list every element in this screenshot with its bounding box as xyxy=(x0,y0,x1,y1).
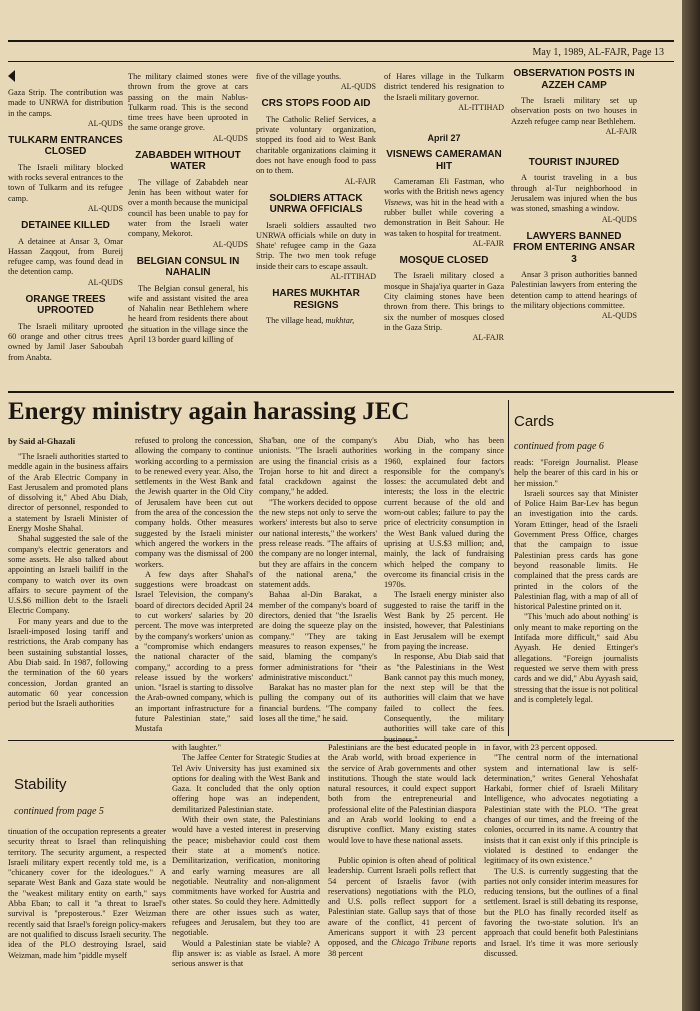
headline-tulkarm: TULKARM ENTRANCES CLOSED xyxy=(8,134,123,158)
paragraph: Shahal suggested the sale of the company's electric generators and some assets. He also talked about appointing an Israeli bailiff in the company to watch over its own affairs to secure payment of the U.S.$6 million debt to the Israeli Electric Company. xyxy=(8,534,128,616)
source-credit: AL-QUDS xyxy=(87,118,123,128)
stability-title: Stability xyxy=(14,776,67,793)
headline-crs: CRS STOPS FOOD AID xyxy=(261,98,371,110)
brief-text: five of the village youths. xyxy=(256,72,342,81)
main-headline: Energy ministry again harassing JEC xyxy=(8,398,410,425)
paragraph: "The central norm of the international system and international law is self-determination," writes General Yehoshafat Harkabi, former chief of Israeli Military Intelligence, who advocates negotiating a Palestinian state with the PLO. "The great changes of our times, and the freeing of the colonies, occurred in its name. A country that insists that it can exist only if this principle is violated is destined to endanger the legitimacy of its own existence." xyxy=(484,753,638,866)
brief-text-part: The village head, xyxy=(266,316,326,326)
paragraph: Sha'ban, one of the company's unionists. "The Israeli authorities are using the financial crisis as a Trojan horse to hit and direct a fatal crackdown against the company," he added. xyxy=(259,436,377,497)
briefs-column-4 xyxy=(384,72,504,388)
main-story-column-3 xyxy=(259,436,377,737)
paragraph-italic: Chicago Tribune xyxy=(391,938,450,948)
source-credit: AL-QUDS xyxy=(212,239,248,249)
brief-text-part: Cameraman Eli Fastman, who works with the British news agency xyxy=(384,177,504,197)
source-credit: AL-FAJR xyxy=(605,126,637,136)
brief-text: Israeli soldiers assaulted two UNRWA officials while on duty in Shate' refugee camp in the Gaza Strip. The two men took refuge inside their cars to escape assault. xyxy=(256,220,376,271)
section-rule xyxy=(8,740,674,741)
brief-text-part: , was hit in the head with a rubber bullet while covering a demonstration in Beit Sahour. He was taken to hospital for treatment. xyxy=(384,197,504,238)
cards-column xyxy=(514,458,638,738)
brief-text: A tourist traveling in a bus through al-Tur neighborhood in Jerusalem was injured when the bus was stoned, smashing a window. xyxy=(511,173,637,214)
page-dateline: May 1, 1989, AL-FAJR, Page 13 xyxy=(532,47,664,58)
headline-lawyers-banned: LAWYERS BANNED FROM ENTERING ANSAR 3 xyxy=(513,230,635,265)
briefs-column-2 xyxy=(128,72,248,388)
source-credit: AL-FAJR xyxy=(344,176,376,186)
source-credit: AL-ITTIHAD xyxy=(330,272,376,282)
cards-title: Cards xyxy=(514,413,555,430)
brief-text: Gaza Strip. The contribution was made to UNRWA for distribution in the camps. xyxy=(8,88,123,118)
brief-text: Ansar 3 prison authorities banned Palestinian lawyers from entering the detention camp to attend hearings of the military objections committee. xyxy=(511,270,637,310)
paragraph: "The workers decided to oppose the new steps not only to serve the workers' interests but also to serve our national interests," the workers' press release reads. "The affairs of the company are no longer internal, but they are affairs in the concern of the national arena," the statement adds. xyxy=(259,497,377,590)
paragraph: Bahaa al-Din Barakat, a member of the company's board of directors, denied that "the Israelis are doing the squeeze play on the company." "They are taking measures to reason expenses," he said, blaming the company's former administrations for "their administrative misconduct." xyxy=(259,590,377,682)
continuation-arrow-icon xyxy=(8,70,15,82)
page-edge xyxy=(682,0,700,1011)
paragraph: With their own state, the Palestinians would have a vested interest in preserving the peace; misbehavior could cost them their state at a moment's notice. Demilitarization, verification, monitoring and early warning measures are all negotiable. Neutrality and non-alignment commitments have worked for Austria and other states. So could they here. Admittedly there are other issues such as water, refugees and Jerusalem, but they too are negotiable. xyxy=(172,815,320,938)
source-credit: AL-FAJR xyxy=(472,333,504,343)
paragraph: refused to prolong the concession, allowing the company to continue working according to a permission to be renewed every year. Also, the settlements in the West Bank and the Jewish quarter in the Old City of Jerusalem have been cut out from the area of the concession the company holds. Other measures suggested by the Israeli minister which angered the workers in the company was the dismissal of 200 workers. xyxy=(135,436,253,569)
source-credit: AL-QUDS xyxy=(87,277,123,287)
brief-text: The Israeli military blocked with rocks several entrances to the town of Tulkarm and its refugee camp. xyxy=(8,162,123,203)
source-credit: AL-ITTIHAD xyxy=(458,102,504,112)
headline-hares-mukhtar: HARES MUKHTAR RESIGNS xyxy=(272,288,360,311)
paragraph: Palestinians are the best educated people in the Arab world, with broad experience in the service of Arab governments and other institutions. Though the state would lack natural resources, it could expect support both from the entrepreneurial and professional elite of the Palestinian diaspora and an Arab world looking to end a disruptive conflict. Many existing states would love to have these national assets. xyxy=(328,743,476,845)
headline-zababdeh: ZABABDEH WITHOUT WATER xyxy=(135,149,241,173)
paragraph: The Israeli energy minister also suggested to raise the tariff in the West Bank by 25 percent. He insisted, however, that Palestinians in East Jerusalem will be exempt from paying the increase. xyxy=(384,590,504,651)
paragraph: in favor, with 23 percent opposed. xyxy=(484,743,598,752)
top-rule xyxy=(8,40,674,42)
headline-mosque-closed: MOSQUE CLOSED xyxy=(399,254,489,266)
headline-detainee: DETAINEE KILLED xyxy=(21,220,110,232)
paragraph: Israeli sources say that Minister of Police Haim Bar-Lev has begun an investigation into the cards. Yoram Ettinger, head of the Israeli Government Press Office, charges that the campaign to issue Palestinian press cards has gone beyond reasonable limits. He complained that the press cards are printed in the colors of the Palestinian flag, with a map of all of historical Palestine printed on it. xyxy=(514,488,638,612)
paragraph: The U.S. is currently suggesting that the parties not only consider interim measures for reducing tensions, but the outlines of a final settlement. Israel is still debating its response, but the PLO has finally recorded itself as favoring the two-state solution. It's an approach that could benefit both Palestinians and Israel. It's time it was more seriously discussed. xyxy=(484,866,638,958)
stability-column-4 xyxy=(484,743,638,1007)
paragraph: Abu Diab, who has been working in the company since 1960, explained four factors responsible for the company's losses: the accumulated debt and interests; the loss in the electric current because of the old and worn-out cables; failure to pay the price of electricity consumption in the West Bank valued during the uprising at U.S.$3 million; and, mainly, the lack of fundraising which helped the company to overcome its financial crisis in the 1970s. xyxy=(384,436,504,590)
brief-text xyxy=(384,177,504,239)
brief-text: The military claimed stones were thrown from the grove at cars passing on the main Nablus-Tulkarm road. This is the second time trees have been uprooted in the same orange grove. xyxy=(128,72,248,133)
paragraph: "The Israeli authorities started to meddle again in the business affairs of the Arab Electric Company in East Jerusalem and promoted plans of dissolving it," Abed Abu Diab, director of personnel, responded to a statement by Israeli Minister of Energy Moshe Shahal. xyxy=(8,452,128,534)
main-story-column-4 xyxy=(384,436,504,737)
headline-orange-trees: ORANGE TREES UPROOTED xyxy=(25,293,106,317)
brief-text: A detainee at Ansar 3, Omar Hassan Zaqqout, from Bureij refugee camp, was found dead in the detention camp. xyxy=(8,236,123,277)
paragraph: A few days after Shahal's suggestions were broadcast on Israel Television, the company's board of directors decided April 24 to cut workers' salaries by 20 percent. The move was interpreted by the company's workers' union as a "compromise which endangers the national character of the company," according to a press release issued by the workers' union. "Israel is starting to dissolve the Arab-owned company, which is an important infrastructure for a future Palestinian state," said Mustafa xyxy=(135,569,253,734)
paragraph: reads: "Foreign Journalist. Please help the bearer of this card in his or her mission." xyxy=(514,458,638,488)
source-credit: AL-QUDS xyxy=(601,311,637,321)
brief-text: The Israeli military set up observation posts on two houses in Azzeh refugee camp near Bethlehem. xyxy=(511,96,637,126)
source-credit: AL-QUDS xyxy=(87,204,123,214)
headline-observation-posts: OBSERVATION POSTS IN AZZEH CAMP xyxy=(513,68,635,91)
paragraph: "This 'much ado about nothing' is only meant to make reporting on the Intifada more difficult," said Abu Ayyash. He denied Ettinger's allegations. "Foreign journalists requested we serve them with press cards and we did," Abu Ayyash said, stressing that the issue is not political and is completely legal. xyxy=(514,612,638,704)
paragraph-part: Public opinion is often ahead of political leadership. Current Israeli polls reflect that 54 percent of Israelis favor (with reservations) negotiations with the PLO, and U.S. polls reflect support for a Palestinian state. Gallup says that of those aware of the conflict, 41 percent of Americans support it with 23 percent opposed, and the xyxy=(328,855,476,948)
brief-text: The village of Zababdeh near Jenin has been without water for over a month because the municipal council has been unable to pay for water from the Israeli water company, Mekorot. xyxy=(128,177,248,239)
header-rule xyxy=(8,61,674,62)
paragraph xyxy=(328,856,476,959)
headline-belgian-consul: BELGIAN CONSUL IN NAHALIN xyxy=(136,255,240,279)
date-heading: April 27 xyxy=(427,132,461,143)
brief-text: The Israeli military closed a mosque in Shaja'iya quarter in Gaza City claiming stones have been thrown from there. This brings to six the number of mosques closed in the Gaza Strip. xyxy=(384,271,504,332)
headline-tourist-injured: TOURIST INJURED xyxy=(528,156,620,168)
paragraph: with laughter." xyxy=(172,743,222,752)
briefs-column-3 xyxy=(256,72,376,388)
main-story-column-1 xyxy=(8,452,128,737)
stability-column-1 xyxy=(8,827,166,1007)
source-credit: AL-QUDS xyxy=(212,133,248,143)
paragraph: tinuation of the occupation represents a greater security threat to Israel than relinquishing territory. The security argument, a respected Israeli military expert recently told me, is a "chicanery cover for the ideologues." A separate West Bank and Gaza state would be the "weakest military entity on earth," says Abba Eban; to call it "a threat to Israel's survival is "preposterous." Ezer Weizman recently said that Israel's foreign policy-makers are not qualified to discuss Israeli security. The idea of the PLO destroying Israel, said Weizman, made him "piddle myself xyxy=(8,827,166,960)
source-credit: AL-FAJR xyxy=(472,238,504,248)
brief-text-italic: mukhtar, xyxy=(325,316,355,326)
brief-text-italic: Visnews xyxy=(384,197,411,207)
paragraph: Would a Palestinian state be viable? A flip answer is: as viable as Israel. A more serious answer is that xyxy=(172,938,320,969)
stability-column-3 xyxy=(328,743,476,1007)
paragraph-part: reports 38 percent xyxy=(328,938,477,958)
brief-text: of Hares village in the Tulkarm district tendered his resignation to the Israeli military governor. xyxy=(384,72,504,102)
briefs-column-1 xyxy=(8,88,123,388)
headline-visnews: VISNEWS CAMERAMAN HIT xyxy=(386,149,502,172)
paragraph: Barakat has no master plan for pulling the company out of its financial burdens. "The company loses all the time," he said. xyxy=(259,683,377,724)
cards-continued: continued from page 6 xyxy=(514,441,604,452)
section-rule xyxy=(8,391,674,393)
brief-text xyxy=(256,316,376,326)
source-credit: AL-QUDS xyxy=(601,214,637,224)
brief-text: The Catholic Relief Services, a private voluntary organization, stopped its food aid to West Bank charitable organizations claiming it does not have enough food to pass on to them. xyxy=(256,114,376,176)
paragraph: In response, Abu Diab said that as "the Palestinians in the West Bank cannot pay this much money, the next step will be that the authorities will claim that we have failed to collect the fees. Consequently, the military authorities will take care of this xyxy=(384,652,504,734)
stability-continued: continued from page 5 xyxy=(14,806,104,817)
source-credit: AL-QUDS xyxy=(340,82,376,92)
paragraph: The Jaffee Center for Strategic Studies at Tel Aviv University has just examined six options for dealing with the West Bank and Gaza. It concluded that the only option offering hope was an independent, demilitarized Palestinian state. xyxy=(172,753,320,814)
brief-text: The Israeli military uprooted 60 orange and other citrus trees owned by Jamil Jaser Saboubah from Anabta. xyxy=(8,321,123,362)
main-story-column-2 xyxy=(135,436,253,737)
cards-divider xyxy=(508,400,509,736)
brief-text: The Belgian consul general, his wife and assistant visited the area of Nahalin near Bethlehem where he heard from residents there about the situation in the village since the April 13 border guard killing of xyxy=(128,283,248,345)
byline: by Said al-Ghazali xyxy=(8,436,76,446)
briefs-column-5 xyxy=(511,66,637,388)
paragraph: For many years and due to the Israeli-imposed losing tariff and restrictions, the Arab company has been sustaining substantial losses, Abu Diab said. In 1987, following the termination of the 60 years concession, Jordan granted an automatic 60 year concession period but the Israeli authorities xyxy=(8,616,128,709)
headline-soldiers-attack: SOLDIERS ATTACK UNRWA OFFICIALS xyxy=(269,192,363,216)
stability-column-2 xyxy=(172,743,320,1007)
